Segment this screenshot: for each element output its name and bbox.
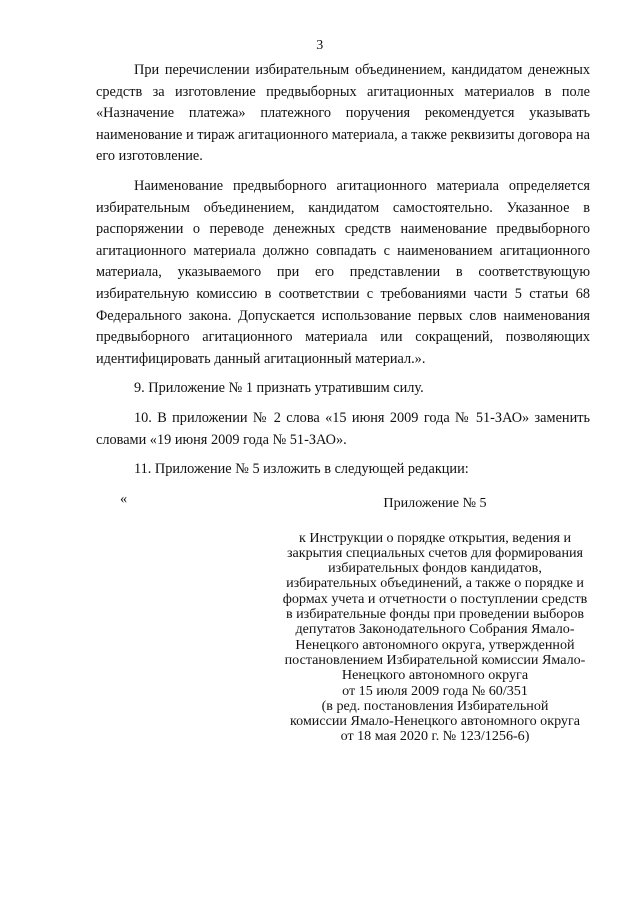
paragraph-payment-purpose: При перечислении избирательным объединением, кандидатом денежных средств за изготовление предвыборных агитационных материалов в поле «Назначение платежа» платежного поручения рекомендуется указывать наименование и тираж агитационного материала, а также реквизиты договора на его изготовление. [96, 62, 590, 165]
appendix-heading-block [276, 480, 594, 745]
page-number: 3 [316, 38, 324, 53]
appendix-description: к Инструкции о порядке открытия, ведения и закрытия специальных счетов для формирования избирательных фондов кандидатов, избирательных объединений, а также о порядке и формах учета и отчетности о поступлении средств в избирательные фонды при проведении выборов депутатов Законодательного Собрания Ямало- Ненецкого автономного округа, утвержденной постановлением Избирательной комиссии Ямало- Ненецкого автономного округа от 15 июля 2009 года № 60/351 (в ред. постановления Избирательной комиссии Ямало-Ненецкого автономного округа от 18 мая 2020 г. № 123/1256-6) [282, 529, 588, 745]
opening-quote-mark: « [120, 490, 128, 507]
paragraph-material-name: Наименование предвыборного агитационного материала определяется избирательным объединением, кандидатом самостоятельно. Указанное в распоряжении о переводе денежных средств наименование предвыборного агитационного материала должно совпадать с наименованием агитационного материала, указываемого при его представлении в соответствующую избирательную комиссию в соответствии с требованиями части 5 статьи 68 Федерального закона. Допускается использование первых слов наименования предвыборного агитационного материала или сокращений, позволяющих идентифицировать данный агитационный материал.». [96, 177, 590, 367]
document-body [96, 60, 590, 509]
paragraph-item-11: 11. Приложение № 5 изложить в следующей редакции: [134, 461, 469, 478]
paragraph-item-9: 9. Приложение № 1 признать утратившим силу. [134, 380, 424, 397]
appendix-title: Приложение № 5 [383, 495, 487, 512]
paragraph-item-10: 10. В приложении № 2 слова «15 июня 2009 года № 51-ЗАО» заменить словами «19 июня 2009 года № 51-ЗАО». [96, 409, 590, 448]
